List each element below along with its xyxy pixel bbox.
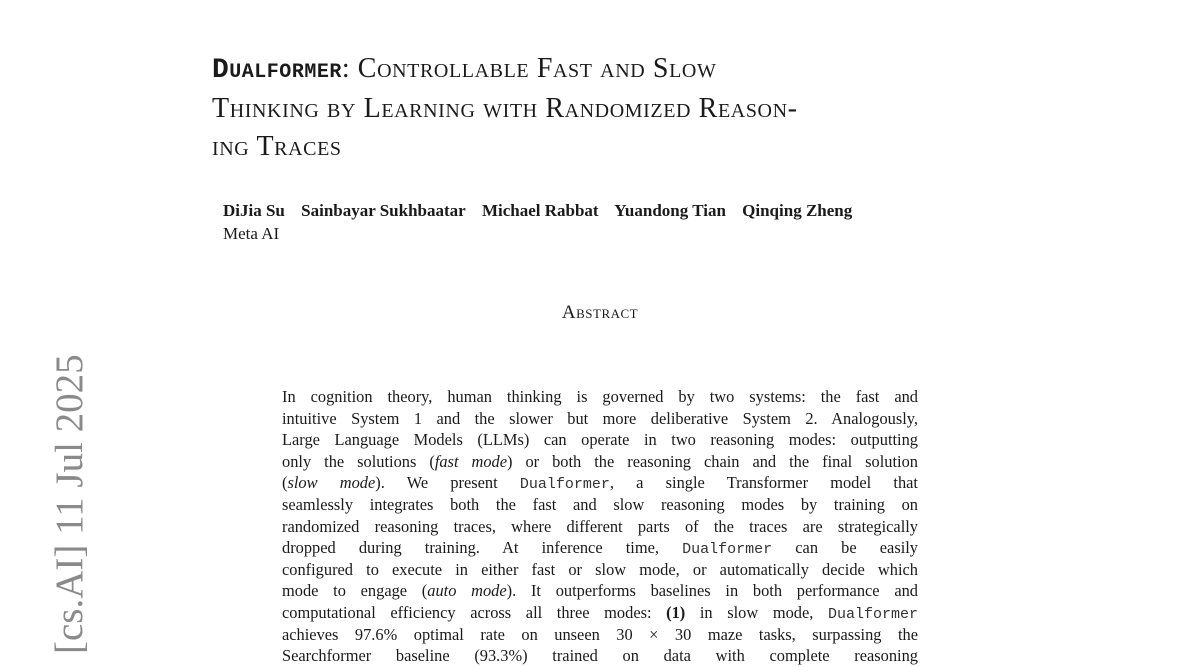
abstract-text: ) or both the reasoning chain and the final solution xyxy=(507,451,918,471)
abstract-text: ). We present xyxy=(375,473,520,493)
title-line-2: Thinking by Learning with Randomized Reason- xyxy=(212,93,798,124)
abstract-body xyxy=(282,386,918,667)
abstract-emphasis: auto mode xyxy=(427,581,507,601)
abstract-emphasis: fast mode xyxy=(434,451,507,471)
title-system-name: Dualformer xyxy=(212,55,342,86)
abstract-line: In cognition theory, human thinking is governed by two systems: the fast and xyxy=(282,387,918,406)
author-name: Yuandong Tian xyxy=(614,201,726,220)
abstract-text: ( xyxy=(282,473,288,493)
abstract-line: seamlessly integrates both the fast and slow reasoning modes by training on xyxy=(282,494,918,514)
abstract-line: randomized reasoning traces, where different parts of the traces are strategically xyxy=(282,516,918,536)
abstract-text: , a single Transformer model that xyxy=(609,473,918,493)
title-line-3: ing Traces xyxy=(212,131,342,162)
paper-title xyxy=(212,50,1012,166)
abstract-text: can be easily xyxy=(772,538,918,558)
abstract-line xyxy=(282,580,918,602)
author-name: DiJia Su xyxy=(223,201,285,220)
title-line-1-rest: : Controllable Fast and Slow xyxy=(341,53,717,84)
abstract-line: Large Language Models (LLMs) can operate in two reasoning modes: outputting xyxy=(282,430,918,450)
abstract-system-name: Dualformer xyxy=(519,476,610,494)
arxiv-stamp: [cs.AI] 11 Jul 2025 xyxy=(48,354,91,654)
abstract-emphasis: slow mode xyxy=(287,473,376,493)
abstract-line xyxy=(282,451,918,473)
abstract-line: Searchformer baseline (93.3%) trained on data with complete reasoning xyxy=(282,646,918,666)
abstract-system-name: Dualformer xyxy=(827,605,918,623)
abstract-line: intuitive System 1 and the slower but more deliberative System 2. Analogously, xyxy=(282,408,918,428)
abstract-text: ). It outperforms baselines in both performance and xyxy=(506,581,918,601)
abstract-text: only the solutions ( xyxy=(282,451,435,471)
abstract-line: achieves 97.6% optimal rate on unseen 30 × 30 maze tasks, surpassing the xyxy=(282,624,918,644)
abstract-text: computational efficiency across all three modes: xyxy=(282,602,667,622)
abstract-system-name: Dualformer xyxy=(682,541,773,559)
author-list xyxy=(223,201,864,221)
author-name: Michael Rabbat xyxy=(481,201,599,220)
author-name: Qinqing Zheng xyxy=(742,201,853,220)
abstract-line: configured to execute in either fast or slow mode, or automatically decide which xyxy=(282,559,918,579)
abstract-line xyxy=(282,472,918,494)
abstract-text: mode to engage ( xyxy=(282,581,428,601)
abstract-bold: (1) xyxy=(666,602,686,622)
affiliation: Meta AI xyxy=(223,224,280,243)
abstract-line xyxy=(282,602,918,624)
abstract-text: in slow mode, xyxy=(685,602,828,622)
abstract-heading: Abstract xyxy=(561,302,639,323)
abstract-line xyxy=(282,537,918,559)
author-name: Sainbayar Sukhbaatar xyxy=(301,201,466,220)
abstract-text: dropped during training. At inference time, xyxy=(282,538,683,558)
title-line-1 xyxy=(212,50,1012,90)
